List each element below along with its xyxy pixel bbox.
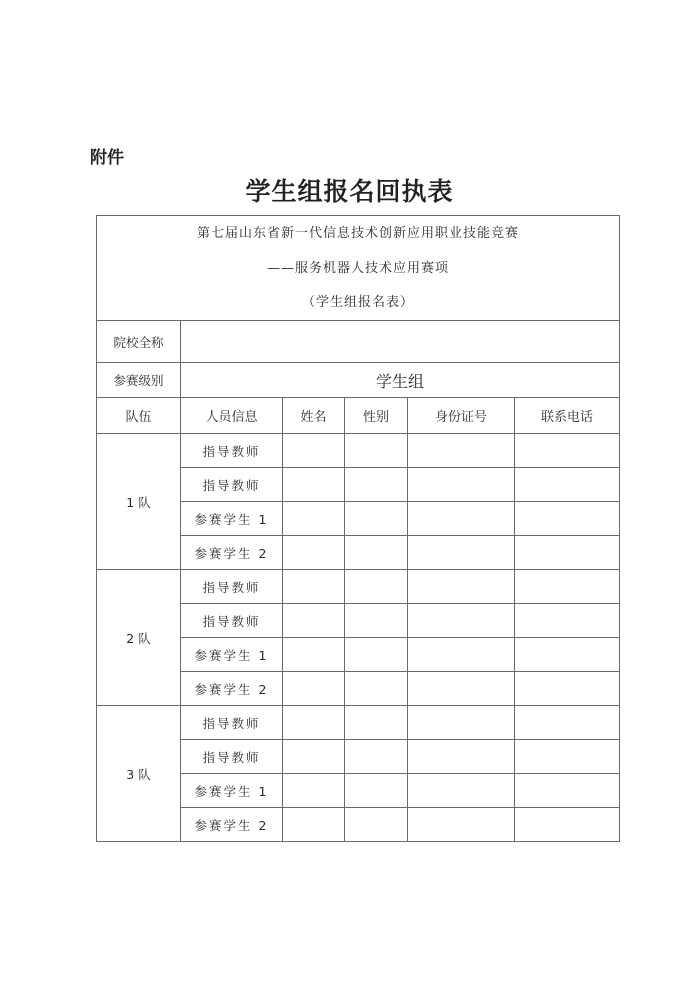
member-gender-input[interactable] [345, 706, 408, 740]
member-name-input[interactable] [283, 638, 345, 672]
member-role: 指导教师 [181, 604, 283, 638]
member-phone-input[interactable] [515, 468, 620, 502]
member-phone-input[interactable] [515, 774, 620, 808]
school-label: 院校全称 [97, 321, 181, 363]
member-name-input[interactable] [283, 774, 345, 808]
column-header-id-number: 身份证号 [408, 398, 515, 434]
member-id-number-input[interactable] [408, 774, 515, 808]
member-name-input[interactable] [283, 536, 345, 570]
member-id-number-input[interactable] [408, 502, 515, 536]
member-role: 指导教师 [181, 706, 283, 740]
member-id-number-input[interactable] [408, 672, 515, 706]
level-value: 学生组 [181, 363, 620, 398]
member-role: 参赛学生 1 [181, 502, 283, 536]
form-header-row [97, 216, 620, 321]
member-name-input[interactable] [283, 570, 345, 604]
school-row [97, 321, 620, 363]
member-gender-input[interactable] [345, 536, 408, 570]
member-id-number-input[interactable] [408, 808, 515, 842]
team-name: 2 队 [97, 570, 181, 706]
member-phone-input[interactable] [515, 604, 620, 638]
school-input[interactable] [181, 321, 620, 363]
member-name-input[interactable] [283, 672, 345, 706]
member-id-number-input[interactable] [408, 638, 515, 672]
member-id-number-input[interactable] [408, 536, 515, 570]
member-name-input[interactable] [283, 434, 345, 468]
column-header-gender: 性别 [345, 398, 408, 434]
member-gender-input[interactable] [345, 468, 408, 502]
member-id-number-input[interactable] [408, 570, 515, 604]
member-name-input[interactable] [283, 706, 345, 740]
member-name-input[interactable] [283, 468, 345, 502]
member-role: 指导教师 [181, 434, 283, 468]
member-gender-input[interactable] [345, 740, 408, 774]
member-gender-input[interactable] [345, 570, 408, 604]
member-gender-input[interactable] [345, 502, 408, 536]
level-row [97, 363, 620, 398]
member-gender-input[interactable] [345, 604, 408, 638]
member-phone-input[interactable] [515, 434, 620, 468]
column-header-row [97, 398, 620, 434]
member-gender-input[interactable] [345, 808, 408, 842]
member-name-input[interactable] [283, 502, 345, 536]
column-header-phone: 联系电话 [515, 398, 620, 434]
column-header-member-info: 人员信息 [181, 398, 283, 434]
member-id-number-input[interactable] [408, 706, 515, 740]
level-label: 参赛级别 [97, 363, 181, 398]
member-phone-input[interactable] [515, 672, 620, 706]
member-name-input[interactable] [283, 740, 345, 774]
member-role: 参赛学生 2 [181, 808, 283, 842]
member-gender-input[interactable] [345, 638, 408, 672]
team-name: 3 队 [97, 706, 181, 842]
competition-event: ——服务机器人技术应用赛项 [267, 261, 450, 276]
column-header-team: 队伍 [97, 398, 181, 434]
member-role: 指导教师 [181, 740, 283, 774]
member-id-number-input[interactable] [408, 604, 515, 638]
member-phone-input[interactable] [515, 570, 620, 604]
member-id-number-input[interactable] [408, 740, 515, 774]
column-header-name: 姓名 [283, 398, 345, 434]
form-header-cell [97, 216, 620, 321]
member-name-input[interactable] [283, 604, 345, 638]
member-id-number-input[interactable] [408, 468, 515, 502]
member-id-number-input[interactable] [408, 434, 515, 468]
member-gender-input[interactable] [345, 434, 408, 468]
member-phone-input[interactable] [515, 740, 620, 774]
member-phone-input[interactable] [515, 638, 620, 672]
member-phone-input[interactable] [515, 536, 620, 570]
table-row [97, 570, 620, 604]
page-title: 学生组报名回执表 [245, 177, 454, 206]
table-row [97, 706, 620, 740]
competition-name: 第七届山东省新一代信息技术创新应用职业技能竞赛 [197, 226, 520, 241]
member-role: 指导教师 [181, 570, 283, 604]
member-role: 参赛学生 1 [181, 774, 283, 808]
member-phone-input[interactable] [515, 808, 620, 842]
member-role: 参赛学生 1 [181, 638, 283, 672]
form-subtitle: （学生组报名表） [302, 295, 415, 310]
member-role: 参赛学生 2 [181, 672, 283, 706]
table-row [97, 434, 620, 468]
member-gender-input[interactable] [345, 672, 408, 706]
member-gender-input[interactable] [345, 774, 408, 808]
member-role: 指导教师 [181, 468, 283, 502]
member-name-input[interactable] [283, 808, 345, 842]
attachment-label: 附件 [90, 148, 124, 168]
member-role: 参赛学生 2 [181, 536, 283, 570]
registration-form-table [96, 215, 620, 842]
member-phone-input[interactable] [515, 502, 620, 536]
member-phone-input[interactable] [515, 706, 620, 740]
team-name: 1 队 [97, 434, 181, 570]
